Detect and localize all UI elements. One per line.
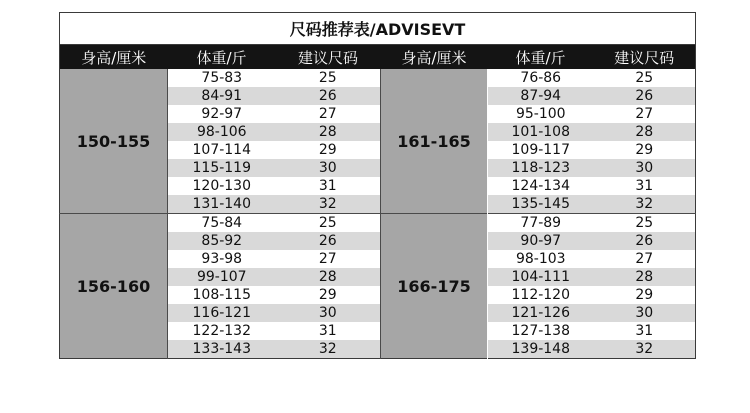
weight-range-cell: 101-108 [488, 123, 594, 141]
height-range-left: 150-155 [60, 69, 168, 214]
size-cell: 27 [276, 250, 381, 268]
size-cell: 31 [594, 322, 696, 340]
weight-range-cell: 107-114 [168, 141, 276, 159]
header-size-left: 建议尺码 [276, 45, 381, 70]
weight-range-cell: 87-94 [488, 87, 594, 105]
weight-range-cell: 122-132 [168, 322, 276, 340]
size-cell: 29 [276, 141, 381, 159]
weight-range-cell: 135-145 [488, 195, 594, 214]
size-cell: 32 [276, 195, 381, 214]
size-cell: 32 [276, 340, 381, 359]
size-cell: 26 [276, 232, 381, 250]
weight-range-cell: 120-130 [168, 177, 276, 195]
weight-range-cell: 139-148 [488, 340, 594, 359]
weight-range-cell: 75-83 [168, 69, 276, 87]
weight-range-cell: 109-117 [488, 141, 594, 159]
size-cell: 29 [276, 286, 381, 304]
size-cell: 29 [594, 141, 696, 159]
size-cell: 28 [594, 123, 696, 141]
size-cell: 31 [276, 177, 381, 195]
size-cell: 25 [276, 69, 381, 87]
size-cell: 28 [594, 268, 696, 286]
size-cell: 27 [594, 250, 696, 268]
height-range-right: 166-175 [381, 214, 488, 359]
weight-range-cell: 127-138 [488, 322, 594, 340]
header-weight-left: 体重/斤 [168, 45, 276, 70]
weight-range-cell: 76-86 [488, 69, 594, 87]
weight-range-cell: 98-103 [488, 250, 594, 268]
height-range-left: 156-160 [60, 214, 168, 359]
size-cell: 28 [276, 268, 381, 286]
size-cell: 30 [594, 304, 696, 322]
header-weight-right: 体重/斤 [488, 45, 594, 70]
size-cell: 25 [594, 214, 696, 233]
size-cell: 28 [276, 123, 381, 141]
size-chart-table [59, 12, 696, 359]
weight-range-cell: 92-97 [168, 105, 276, 123]
weight-range-cell: 131-140 [168, 195, 276, 214]
size-cell: 30 [594, 159, 696, 177]
size-cell: 27 [276, 105, 381, 123]
weight-range-cell: 98-106 [168, 123, 276, 141]
weight-range-cell: 84-91 [168, 87, 276, 105]
table-row [60, 69, 696, 87]
weight-range-cell: 116-121 [168, 304, 276, 322]
weight-range-cell: 115-119 [168, 159, 276, 177]
size-cell: 25 [276, 214, 381, 233]
weight-range-cell: 99-107 [168, 268, 276, 286]
weight-range-cell: 108-115 [168, 286, 276, 304]
weight-range-cell: 90-97 [488, 232, 594, 250]
weight-range-cell: 112-120 [488, 286, 594, 304]
height-range-right: 161-165 [381, 69, 488, 214]
size-cell: 25 [594, 69, 696, 87]
size-cell: 31 [276, 322, 381, 340]
header-height-left: 身高/厘米 [60, 45, 168, 70]
size-cell: 29 [594, 286, 696, 304]
header-size-right: 建议尺码 [594, 45, 696, 70]
size-chart-body [60, 69, 696, 359]
size-cell: 26 [594, 232, 696, 250]
weight-range-cell: 104-111 [488, 268, 594, 286]
size-cell: 32 [594, 195, 696, 214]
header-height-right: 身高/厘米 [381, 45, 488, 70]
size-cell: 26 [594, 87, 696, 105]
weight-range-cell: 85-92 [168, 232, 276, 250]
size-cell: 31 [594, 177, 696, 195]
table-row [60, 214, 696, 233]
size-cell: 32 [594, 340, 696, 359]
weight-range-cell: 133-143 [168, 340, 276, 359]
size-cell: 30 [276, 304, 381, 322]
chart-title: 尺码推荐表/ADVISEVT [60, 13, 696, 45]
header-row [60, 45, 696, 70]
weight-range-cell: 75-84 [168, 214, 276, 233]
size-cell: 26 [276, 87, 381, 105]
weight-range-cell: 95-100 [488, 105, 594, 123]
weight-range-cell: 121-126 [488, 304, 594, 322]
size-cell: 30 [276, 159, 381, 177]
weight-range-cell: 93-98 [168, 250, 276, 268]
weight-range-cell: 77-89 [488, 214, 594, 233]
weight-range-cell: 118-123 [488, 159, 594, 177]
weight-range-cell: 124-134 [488, 177, 594, 195]
size-cell: 27 [594, 105, 696, 123]
